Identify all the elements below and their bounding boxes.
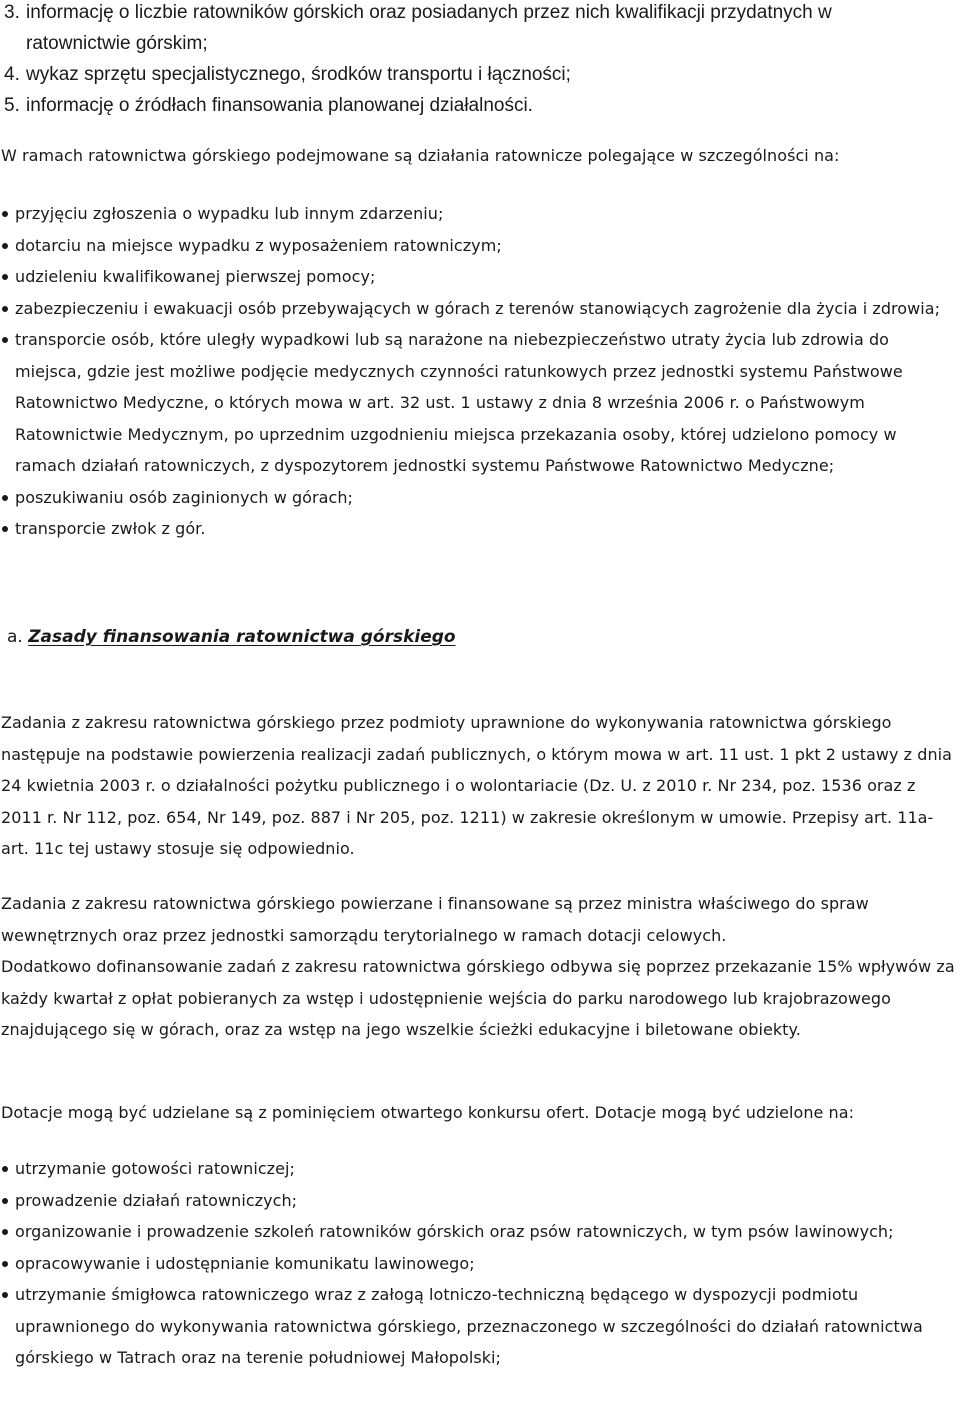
ordered-list (0, 0, 940, 121)
paragraph: Dodatkowo dofinansowanie zadań z zakresu ratownictwa górskiego odbywa się poprzez przekazanie 15% wpływów za każdy kwartał z opłat pobieranych za wstęp i udostępnienie wejścia do parku narodowego lub krajobrazowego znajdującego się w górach, oraz za wstęp na jego wszelkie ścieżki edukacyjne i biletowane obiekty. (1, 957, 955, 1039)
list-item (0, 1279, 960, 1374)
section-marker: a. (7, 627, 23, 647)
paragraph: Zadania z zakresu ratownictwa górskiego przez podmioty uprawnione do wykonywania ratownictwa górskiego następuje na podstawie powierzenia realizacji zadań publicznych, o którym mowa w art. 11 ust. 1 pkt 2 ustawy z dnia 24 kwietnia 2003 r. o działalności pożytku publicznego i o wolontariacie (Dz. U. z 2010 r. Nr 234, poz. 1536 oraz z 2011 r. Nr 112, poz. 654, Nr 149, poz. 887 i Nr 205, poz. 1211) w zakresie określonym w umowie. Przepisy art. 11a-art. 11c tej ustawy stosuje się odpowiednio. (1, 713, 953, 858)
list-item (0, 0, 940, 59)
rescue-actions-list (0, 198, 960, 545)
list-item-text: zabezpieczeniu i ewakuacji osób przebywających w górach z terenów stanowiących zagrożenie dla życia i zdrowia; (15, 298, 941, 318)
bullet-icon (2, 526, 8, 532)
bullet-icon (2, 1261, 8, 1267)
list-item (0, 324, 960, 482)
paragraph: Dotacje mogą być udzielane są z pominięciem otwartego konkursu ofert. Dotacje mogą być udzielone na: (1, 1103, 855, 1122)
list-item (0, 261, 960, 293)
list-item-text: transporcie osób, które uległy wypadkowi lub są narażone na niebezpieczeństwo utraty życia lub zdrowia do miejsca, gdzie jest możliwe podjęcie medycznych czynności ratunkowych przez jednostki systemu Państwowe Ratownictwo Medyczne, o których mowa w art. 32 ust. 1 ustawy z dnia 8 września 2006 r. o Państwowym Ratownictwie Medycznym, po uprzednim uzgodnieniu miejsca przekazania osoby, której udzielono pomocy w ramach działań ratowniczych, z dyspozytorem jednostki systemu Państwowe Ratownictwo Medyczne; (15, 330, 903, 475)
list-item-text: organizowanie i prowadzenie szkoleń ratowników górskich oraz psów ratowniczych, w tym psów lawinowych; (15, 1222, 894, 1241)
bullet-icon (2, 1292, 8, 1298)
bullet-icon (2, 274, 8, 280)
section-title: Zasady finansowania ratownictwa górskiego (28, 627, 456, 647)
list-item-text: opracowywanie i udostępnianie komunikatu lawinowego; (15, 1253, 475, 1273)
list-item (0, 293, 960, 325)
list-item (0, 198, 960, 230)
list-item (0, 1248, 960, 1280)
bullet-icon (2, 211, 8, 217)
list-item (0, 230, 960, 262)
list-item (0, 90, 940, 121)
list-number: 3. (4, 2, 20, 23)
bullet-icon (2, 306, 8, 312)
list-item-text: transporcie zwłok z gór. (15, 519, 206, 538)
bullet-icon (2, 243, 8, 249)
list-item (0, 513, 960, 545)
list-item-text: dotarciu na miejsce wypadku z wyposażeniem ratowniczym; (15, 235, 502, 255)
bullet-icon (2, 1229, 8, 1235)
list-item (0, 59, 940, 90)
bullet-icon (2, 1198, 8, 1204)
bullet-icon (2, 337, 8, 343)
list-item-text: informację o źródłach finansowania planowanej działalności. (26, 95, 533, 116)
list-item-text: przyjęciu zgłoszenia o wypadku lub innym zdarzeniu; (15, 204, 444, 223)
list-item-text: poszukiwaniu osób zaginionych w górach; (15, 487, 353, 507)
bullet-icon (2, 1166, 8, 1172)
list-item-text: utrzymanie gotowości ratowniczej; (15, 1159, 295, 1178)
list-item-text: prowadzenie działań ratowniczych; (15, 1190, 298, 1210)
list-item-text: informację o liczbie ratowników górskich oraz posiadanych przez nich kwalifikacji przydatnych w ratownictwie górskim; (26, 2, 832, 54)
paragraph: Zadania z zakresu ratownictwa górskiego powierzane i finansowane są przez ministra właściwego do spraw wewnętrznych oraz przez jednostki samorządu terytorialnego w ramach dotacji celowych. (1, 894, 869, 945)
list-number: 5. (4, 95, 20, 116)
bullet-icon (2, 495, 8, 501)
list-item-text: udzieleniu kwalifikowanej pierwszej pomocy; (15, 267, 376, 286)
list-item-text: wykaz sprzętu specjalistycznego, środków transportu i łączności; (26, 64, 571, 85)
list-item (0, 1216, 960, 1248)
list-item (0, 1153, 960, 1185)
list-number: 4. (4, 64, 20, 85)
list-item (0, 1185, 960, 1217)
grant-purposes-list (0, 1153, 960, 1374)
intro-paragraph: W ramach ratownictwa górskiego podejmowane są działania ratownicze polegające w szczególności na: (1, 146, 840, 165)
list-item-text: utrzymanie śmigłowca ratowniczego wraz z załogą lotniczo-techniczną będącego w dyspozycji podmiotu uprawnionego do wykonywania ratownictwa górskiego, przeznaczonego w szczególności do działań ratownictwa górskiego w Tatrach oraz na terenie południowej Małopolski; (15, 1285, 923, 1367)
section-heading (7, 622, 456, 653)
list-item (0, 482, 960, 514)
